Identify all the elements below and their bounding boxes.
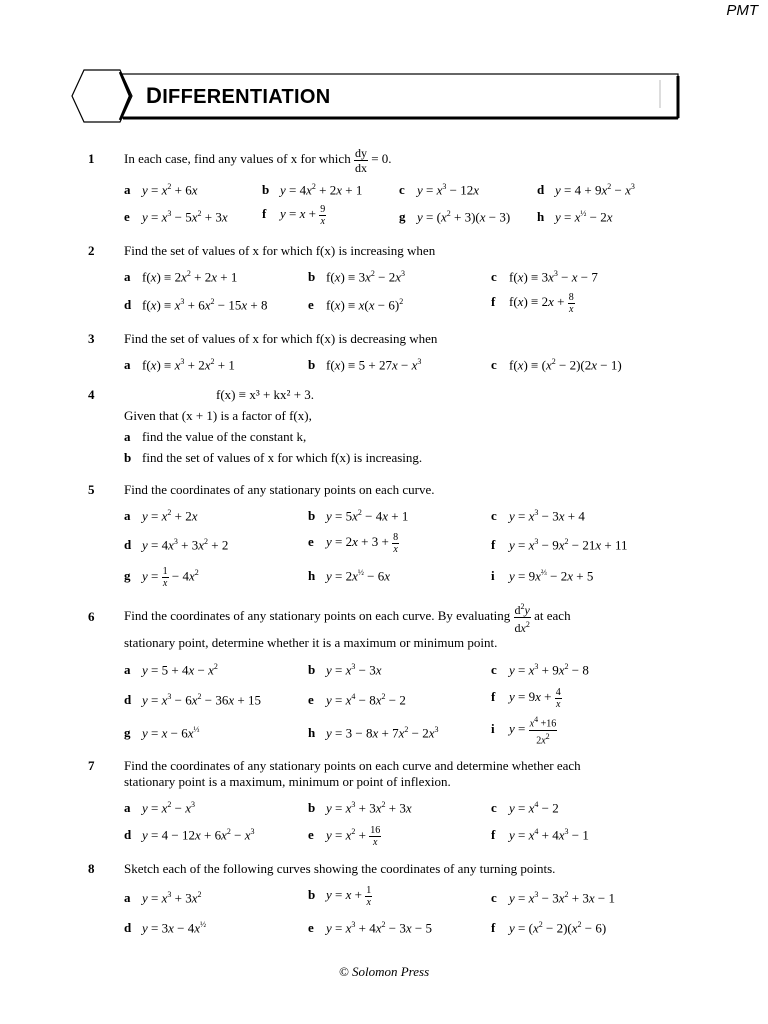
part-e: e $y = x^3 + 4x^2 - 3x - 5$ — [308, 920, 432, 936]
question-text: In each case, find any values of x for which $\frac{dy}{dx}$ = 0. — [124, 145, 392, 175]
part-h: h $y = 3 - 8x + 7x^2 - 2x^3$ — [308, 725, 439, 741]
part-d: d $y = x^3 - 6x^2 - 36x + 15$ — [124, 692, 261, 708]
part-f: f $y = x^4 + 4x^3 - 1$ — [491, 827, 589, 843]
part-g: g $y = (x^2 + 3)(x - 3)$ — [399, 209, 511, 225]
part-a: a find the value of the constant k, — [124, 429, 307, 444]
question-text: stationary point, determine whether it is a maximum or minimum point. — [124, 635, 498, 650]
part-b: b $y = x^3 - 3x$ — [308, 662, 382, 678]
part-c: c $y = x^4 - 2$ — [491, 800, 559, 816]
question-number: 4 — [88, 387, 95, 402]
part-e: e $y = x^3 - 5x^2 + 3x$ — [124, 209, 228, 225]
part-d: d $y = 4x^3 + 3x^2 + 2$ — [124, 537, 229, 553]
part-a: a $y = 5 + 4x - x^2$ — [124, 662, 218, 678]
question-text: Sketch each of the following curves showing the coordinates of any turning points. — [124, 861, 556, 876]
part-f: f $y = x^3 - 9x^2 - 21x + 11$ — [491, 537, 628, 553]
part-d: d $f(x) \equiv x^3 + 6x^2 - 15x + 8$ — [124, 297, 268, 313]
part-c: c $y = x^3 - 3x + 4$ — [491, 508, 585, 524]
part-b: b $f(x) \equiv 3x^2 - 2x^3$ — [308, 269, 406, 285]
question-text: Find the coordinates of any stationary points on each curve. — [124, 482, 435, 497]
part-a: a $y = x^2 + 6x$ — [124, 182, 198, 198]
footer-copyright: © Solomon Press — [338, 964, 430, 979]
part-c: c $y = x^3 - 12x$ — [399, 182, 480, 198]
part-e: e y = 2x + 3 + $\frac{8}{x}$ — [308, 531, 399, 555]
part-b: b $y = x^3 + 3x^2 + 3x$ — [308, 800, 412, 816]
part-b: b find the set of values of x for which f(x) is increasing. — [124, 450, 423, 465]
question-number: 8 — [88, 861, 95, 876]
part-f: f f(x) ≡ 2x + $\frac{8}{x}$ — [491, 291, 574, 315]
part-d: d $y = 4 - 12x + 6x^2 - x^3$ — [124, 827, 255, 843]
question-number: 1 — [88, 151, 95, 166]
question-number: 5 — [88, 482, 95, 497]
question-text: Find the set of values of x for which f(x) is decreasing when — [124, 331, 438, 346]
question-text: Find the coordinates of any stationary points on each curve. By evaluating $\frac{d^2y}{dx^2}$ at each — [124, 601, 571, 635]
part-c: c $f(x) \equiv 3x^3 - x - 7$ — [491, 269, 598, 285]
part-f: f $y = (x^2 - 2)(x^2 - 6)$ — [491, 920, 607, 936]
part-e: e $f(x) \equiv x(x - 6)^2$ — [308, 297, 404, 313]
part-i: i $y = 9x^{\frac{2}{3}} - 2x + 5$ — [491, 568, 594, 584]
part-h: h $y = 2x^{\frac{1}{2}} - 6x$ — [308, 568, 391, 584]
part-a: a $y = x^2 + 2x$ — [124, 508, 198, 524]
part-g: g y = $\frac{1}{x}$ − $4x^2$ — [124, 565, 199, 589]
part-e: e $y = x^2$ + $\frac{16}{x}$ — [308, 824, 381, 848]
part-a: a $y = x^2 - x^3$ — [124, 800, 196, 816]
part-b: b $f(x) \equiv 5 + 27x - x^3$ — [308, 357, 422, 373]
part-e: e $y = x^4 - 8x^2 - 2$ — [308, 692, 406, 708]
question-number: 6 — [88, 609, 95, 624]
part-d: d $y = 4 + 9x^2 - x^3$ — [537, 182, 635, 198]
part-i: i y = $\frac{x^4 +16}{2x^2}$ — [491, 715, 557, 746]
part-d: d $y = 3x - 4x^{\frac{1}{2}}$ — [124, 920, 207, 936]
question-text: Find the coordinates of any stationary points on each curve and determine whether each — [124, 758, 581, 773]
part-g: g $y = x - 6x^{\frac{1}{3}}$ — [124, 725, 200, 741]
question-text: Find the set of values of x for which f(x) is increasing when — [124, 243, 436, 258]
part-b: b $y = 5x^2 - 4x + 1$ — [308, 508, 409, 524]
question-text: Given that (x + 1) is a factor of f(x), — [124, 408, 312, 423]
question-number: 3 — [88, 331, 95, 346]
pmt-label: PMT — [726, 2, 758, 19]
part-b: b $y = 4x^2 + 2x + 1$ — [262, 182, 363, 198]
question-number: 2 — [88, 243, 95, 258]
part-f: f y = 9x + $\frac{4}{x}$ — [491, 686, 561, 710]
part-a: a $f(x) \equiv 2x^2 + 2x + 1$ — [124, 269, 238, 285]
part-c: c $y = x^3 + 9x^2 - 8$ — [491, 662, 589, 678]
part-a: a $f(x) \equiv x^3 + 2x^2 + 1$ — [124, 357, 235, 373]
part-c: c $f(x) \equiv (x^2 - 2)(2x - 1)$ — [491, 357, 622, 373]
part-h: h $y = x^{\frac{1}{2}} - 2x$ — [537, 209, 613, 225]
equation: f(x) ≡ x³ + kx² + 3. — [216, 387, 315, 402]
part-c: c $y = x^3 - 3x^2 + 3x - 1$ — [491, 890, 615, 906]
question-text: stationary point is a maximum, minimum or point of inflexion. — [124, 774, 451, 789]
part-a: a $y = x^3 + 3x^2$ — [124, 890, 202, 906]
page-title: DIFFERENTIATION — [146, 83, 331, 108]
question-number: 7 — [88, 758, 95, 773]
part-b: b y = x + $\frac{1}{x}$ — [308, 884, 372, 908]
part-f: f y = x + $\frac{9}{x}$ — [262, 203, 326, 227]
